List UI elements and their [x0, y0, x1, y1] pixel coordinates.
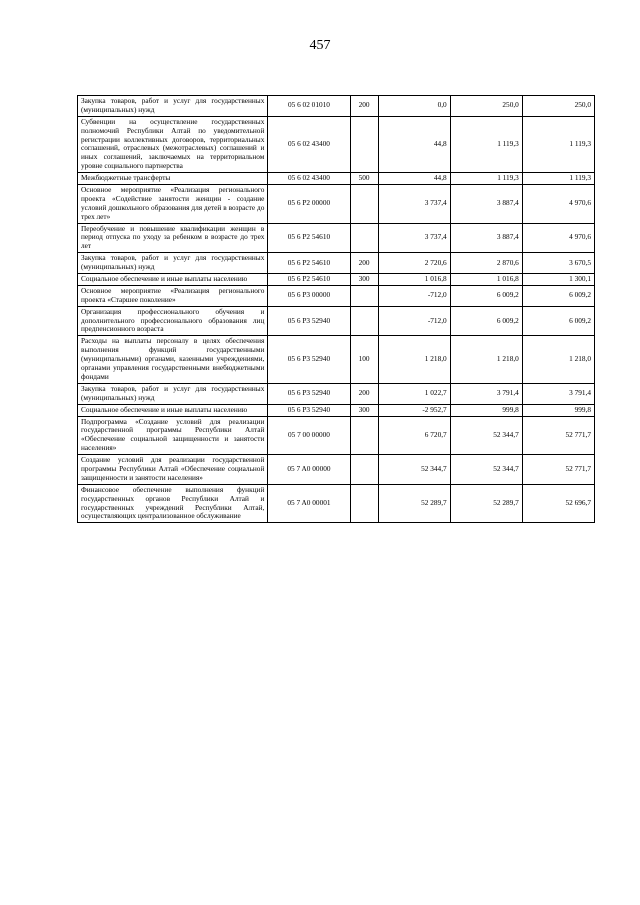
- cell-name: Основное мероприятие «Реализация регионального проекта «Содействие занятости женщин - создание условий дошкольного образования для детей в возрасте до трех лет»: [78, 185, 268, 224]
- cell-expense-type: 200: [350, 96, 378, 117]
- cell-expense-type: 300: [350, 404, 378, 416]
- cell-code: 05 6 P2 54610: [268, 223, 350, 253]
- cell-expense-type: [350, 306, 378, 336]
- cell-amount-1: 3 737,4: [378, 223, 450, 253]
- table-row: [78, 274, 595, 286]
- cell-amount-3: 3 791,4: [522, 383, 594, 404]
- cell-amount-1: 52 344,7: [378, 455, 450, 485]
- table-row: [78, 416, 595, 455]
- cell-amount-1: 52 289,7: [378, 484, 450, 523]
- cell-amount-2: 52 344,7: [450, 455, 522, 485]
- cell-amount-3: 999,8: [522, 404, 594, 416]
- table-row: [78, 285, 595, 306]
- cell-code: 05 6 P3 00000: [268, 285, 350, 306]
- cell-amount-2: 52 344,7: [450, 416, 522, 455]
- cell-amount-2: 3 887,4: [450, 185, 522, 224]
- cell-expense-type: [350, 116, 378, 172]
- page-number: 457: [309, 38, 331, 53]
- cell-amount-2: 1 119,3: [450, 173, 522, 185]
- cell-expense-type: [350, 185, 378, 224]
- cell-expense-type: 100: [350, 336, 378, 383]
- cell-name: Социальное обеспечение и иные выплаты населению: [78, 404, 268, 416]
- cell-amount-3: 1 300,1: [522, 274, 594, 286]
- table-row: [78, 116, 595, 172]
- cell-name: Создание условий для реализации государственной программы Республики Алтай «Обеспечение социальной защищенности и занятости населения»: [78, 455, 268, 485]
- cell-amount-3: 4 970,6: [522, 223, 594, 253]
- cell-name: Социальное обеспечение и иные выплаты населению: [78, 274, 268, 286]
- cell-amount-2: 3 791,4: [450, 383, 522, 404]
- cell-amount-1: -2 952,7: [378, 404, 450, 416]
- cell-amount-1: 44,8: [378, 173, 450, 185]
- cell-name: Основное мероприятие «Реализация регионального проекта «Старшее поколение»: [78, 285, 268, 306]
- table-row: [78, 253, 595, 274]
- cell-amount-2: 1 218,0: [450, 336, 522, 383]
- cell-code: 05 6 P3 52940: [268, 306, 350, 336]
- table-row: [78, 306, 595, 336]
- cell-code: 05 6 02 01010: [268, 96, 350, 117]
- cell-code: 05 7 00 00000: [268, 416, 350, 455]
- table-row: [78, 404, 595, 416]
- cell-name: Закупка товаров, работ и услуг для государственных (муниципальных) нужд: [78, 383, 268, 404]
- cell-name: Закупка товаров, работ и услуг для государственных (муниципальных) нужд: [78, 96, 268, 117]
- cell-amount-2: 6 009,2: [450, 285, 522, 306]
- cell-amount-3: 52 696,7: [522, 484, 594, 523]
- cell-name: Закупка товаров, работ и услуг для государственных (муниципальных) нужд: [78, 253, 268, 274]
- cell-amount-1: 44,8: [378, 116, 450, 172]
- cell-amount-1: 2 720,6: [378, 253, 450, 274]
- cell-amount-3: 52 771,7: [522, 455, 594, 485]
- cell-amount-3: 1 119,3: [522, 116, 594, 172]
- cell-amount-3: 4 970,6: [522, 185, 594, 224]
- cell-amount-3: 1 119,3: [522, 173, 594, 185]
- cell-code: 05 7 A0 00001: [268, 484, 350, 523]
- cell-code: 05 6 P3 52940: [268, 383, 350, 404]
- cell-name: Субвенции на осуществление государственных полномочий Республики Алтай по уведомительной регистрации коллективных договоров, территориальных соглашений, отраслевых (межотраслевых) соглашений и иных соглашений, заключаемых на территориальном уровне социального партнерства: [78, 116, 268, 172]
- budget-table: [77, 95, 595, 523]
- cell-amount-2: 250,0: [450, 96, 522, 117]
- cell-expense-type: [350, 484, 378, 523]
- table-row: [78, 223, 595, 253]
- cell-amount-1: 6 720,7: [378, 416, 450, 455]
- cell-code: 05 7 A0 00000: [268, 455, 350, 485]
- cell-amount-3: 3 670,5: [522, 253, 594, 274]
- cell-amount-2: 3 887,4: [450, 223, 522, 253]
- cell-amount-2: 1 016,8: [450, 274, 522, 286]
- cell-expense-type: 200: [350, 253, 378, 274]
- cell-expense-type: 200: [350, 383, 378, 404]
- cell-code: 05 6 P2 54610: [268, 274, 350, 286]
- table-row: [78, 96, 595, 117]
- cell-amount-1: 1 016,8: [378, 274, 450, 286]
- table-row: [78, 173, 595, 185]
- cell-amount-3: 1 218,0: [522, 336, 594, 383]
- cell-expense-type: [350, 223, 378, 253]
- cell-code: 05 6 P3 52940: [268, 336, 350, 383]
- table-row: [78, 185, 595, 224]
- cell-name: Расходы на выплаты персоналу в целях обеспечения выполнения функций государственными (муниципальными) органами, казенными учреждениями, органами управления государственными внебюджетными фондами: [78, 336, 268, 383]
- cell-name: Межбюджетные трансферты: [78, 173, 268, 185]
- table-row: [78, 383, 595, 404]
- cell-expense-type: 500: [350, 173, 378, 185]
- cell-amount-1: 1 218,0: [378, 336, 450, 383]
- cell-name: Подпрограмма «Создание условий для реализации государственной программы Республики Алтай «Обеспечение социальной защищенности и занятости населения»: [78, 416, 268, 455]
- cell-code: 05 6 P3 52940: [268, 404, 350, 416]
- cell-amount-3: 250,0: [522, 96, 594, 117]
- cell-amount-1: -712,0: [378, 285, 450, 306]
- cell-amount-3: 6 009,2: [522, 306, 594, 336]
- cell-amount-2: 52 289,7: [450, 484, 522, 523]
- cell-name: Организация профессионального обучения и дополнительного профессионального образования лиц предпенсионного возраста: [78, 306, 268, 336]
- cell-amount-3: 6 009,2: [522, 285, 594, 306]
- table-row: [78, 455, 595, 485]
- cell-name: Финансовое обеспечение выполнения функций государственных органов Республики Алтай и государственных учреждений Республики Алтай, осуществляющих централизованное обслуживание: [78, 484, 268, 523]
- table-row: [78, 484, 595, 523]
- cell-expense-type: [350, 416, 378, 455]
- cell-expense-type: [350, 455, 378, 485]
- cell-code: 05 6 P2 54610: [268, 253, 350, 274]
- cell-name: Переобучение и повышение квалификации женщин в период отпуска по уходу за ребенком в возрасте до трех лет: [78, 223, 268, 253]
- table-row: [78, 336, 595, 383]
- cell-amount-1: 1 022,7: [378, 383, 450, 404]
- cell-expense-type: 300: [350, 274, 378, 286]
- cell-amount-2: 999,8: [450, 404, 522, 416]
- cell-amount-2: 1 119,3: [450, 116, 522, 172]
- cell-code: 05 6 P2 00000: [268, 185, 350, 224]
- cell-code: 05 6 02 43400: [268, 173, 350, 185]
- budget-table-body: [78, 96, 595, 523]
- cell-expense-type: [350, 285, 378, 306]
- cell-code: 05 6 02 43400: [268, 116, 350, 172]
- cell-amount-2: 6 009,2: [450, 306, 522, 336]
- cell-amount-2: 2 870,6: [450, 253, 522, 274]
- cell-amount-1: 0,0: [378, 96, 450, 117]
- cell-amount-1: -712,0: [378, 306, 450, 336]
- cell-amount-1: 3 737,4: [378, 185, 450, 224]
- cell-amount-3: 52 771,7: [522, 416, 594, 455]
